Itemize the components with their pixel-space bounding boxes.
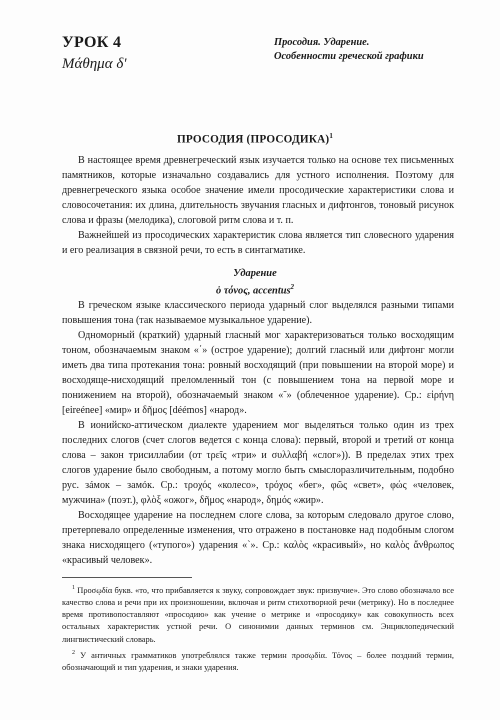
intro-body: [62, 153, 454, 258]
footnote-ref-2: 2: [290, 283, 295, 291]
subsection-subtitle: [60, 283, 450, 296]
paragraph: В ионийско-аттическом диалекте ударением мог выделяться только один из трех последних слогов (счет слогов ведется с конца слова): первый, второй и третий от конца слова – закон трисиллабии (от τρεῖς «три» и συλλαβή «слог»)). В пределах этих трех слогов ударение было свободным, а потому могло быть смыслоразличительным, подобно рус. зáмок – замóк. Ср.: τροχός «колесо», τρόχος «бег», φῶς «свет», φώς «человек, мужчина» (поэт.), φλὸξ «ожог», δῆμος «народ», δημός «жир».: [62, 420, 454, 506]
paragraph: Восходящее ударение на последнем слоге слова, за которым следовало другое слово, претерпевало определенные изменения, что отражено в постановке над подобным слогом знака нисходящего («тупого») ударения «`». Ср.: καλὸς «красивый», но καλὸς ἄνθρωπος «красивый человек».: [62, 510, 454, 566]
topic-line-1: Просодия. Ударение.: [274, 37, 370, 48]
topic-header: [274, 36, 464, 64]
paragraph: Одноморный (краткий) ударный гласный мог характеризоваться только восходящим тоном, обозначаемым знаком «΄» (острое ударение); долгий гласный или дифтонг могли иметь два типа протекания тона: ровный восходящий (при повышении на второй море) и восходяще-нисходящий преломленный тон (с повышением тона на первой море и понижением на второй), обозначаемый знаком «῀» (облеченное ударение). Ср.: εἰρήνη [eireénee] «мир» и δῆμος [déémos] «народ».: [62, 330, 454, 416]
section-title-text: ПРОСОДИЯ (ПРОСОДИКА): [176, 133, 330, 146]
footnote-number: 2: [72, 649, 75, 656]
footnote-ref-1: 1: [329, 132, 334, 140]
topic-line-2: Особенности греческой графики: [274, 51, 424, 62]
lesson-greek-title: Μάθημα δʹ: [62, 56, 127, 72]
paragraph: В греческом языке классического периода ударный слог выделялся разными типами повышения тона (так называемое музыкальное ударение).: [62, 300, 454, 326]
subsection-title: Ударение: [233, 268, 277, 279]
footnote-text: Προσῳδία букв. «то, что прибавляется к звуку, сопровождает звук: призвучие». Это слово обозначало все качество слова и речи при их произношении, включая и ритм стихотворной речи (метрику). Но в последнее время противопоставляют «просодию» как учение о метрике и «просодику» как совокупность всех остальных характеристик устной речи. О синонимии данных терминов см. Энциклопедический лингвистический словарь.: [62, 585, 454, 644]
footnotes: [62, 582, 454, 675]
section-title: [60, 132, 450, 146]
footnote-number: 1: [72, 585, 75, 591]
lesson-number: УРОК 4: [62, 34, 122, 51]
footnote: [62, 647, 454, 674]
paragraph: В настоящее время древнегреческий язык изучается только на основе тех письменных памятников, которые изначально создавались для устного исполнения. Поэтому для древнегреческого языка особое значение имели просодические характеристики слова и словосочетания: их длина, длительность звучания гласных и дифтонгов, тоновый рисунок слова и фразы (мелодика), слоговой ритм слова и т. п.: [62, 155, 454, 226]
footnote-divider: [62, 577, 192, 578]
footnote-text: У античных грамматиков употреблялся также термин προσῳδία. Τόνος – более поздний термин, обозначающий и тип ударения, и знаки ударения.: [62, 650, 454, 672]
footnote: [62, 582, 454, 646]
paragraph: Важнейшей из просодических характеристик слова является тип словесного ударения и его реализация в связной речи, то есть в синтагматике.: [62, 230, 454, 256]
subsection-subtitle-text: ὁ τόνος, accentus: [215, 285, 291, 297]
accent-body: [62, 298, 454, 568]
lesson-header: [62, 34, 127, 73]
